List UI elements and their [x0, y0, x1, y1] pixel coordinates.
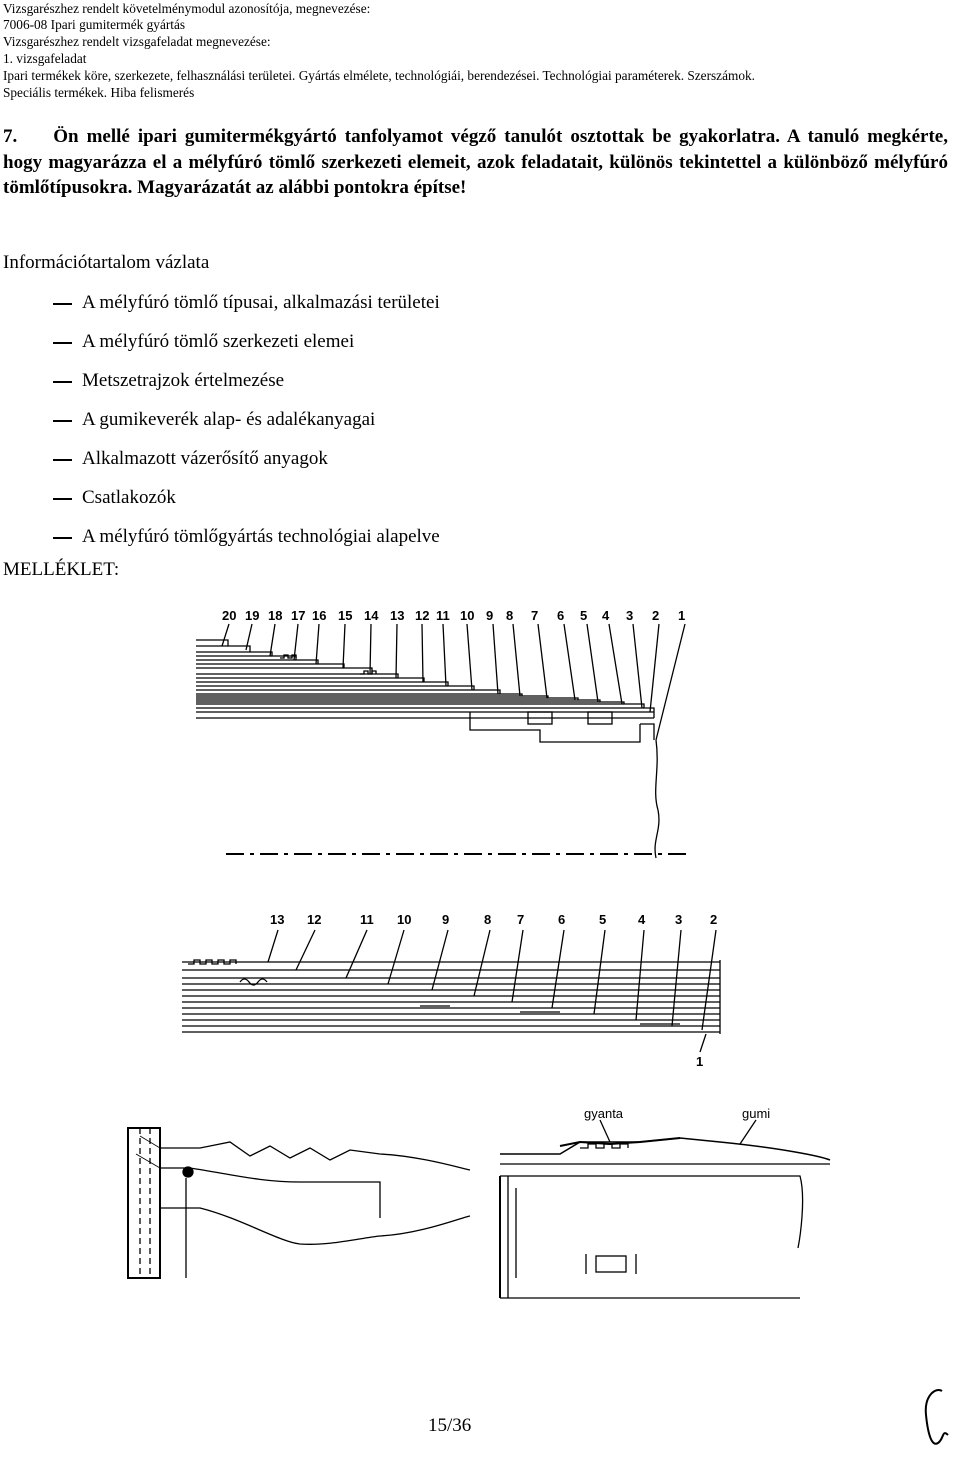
- fig1-label: 16: [312, 608, 327, 623]
- header-module-name: 7006-08 Ipari gumitermék gyártás: [3, 17, 186, 32]
- fig1-label: 14: [364, 608, 379, 623]
- bullet-dash: [53, 498, 72, 500]
- fig1-label: 9: [486, 608, 494, 623]
- hose-layers-figure-2: [0, 902, 960, 1082]
- fig2-label: 12: [307, 912, 322, 927]
- bullet-dash: [53, 342, 72, 344]
- fig1-label: 17: [291, 608, 306, 623]
- fig1-label: 19: [245, 608, 260, 623]
- bullet-dash: [53, 537, 72, 539]
- fig2-label: 11: [360, 912, 374, 927]
- annex-title: MELLÉKLET:: [3, 559, 120, 580]
- task-text: Ön mellé ipari gumitermékgyártó tanfolyamot végző tanulót osztottak be gyakorlatra. A tanuló megkérte, hogy magyarázza el a mélyfúró tömlő szerkezeti elemeit, azok feladatait, különös tekintettel a különböző mélyfúró tömlőtípusokra. Magyarázatát az alábbi pontokra építse!: [3, 126, 948, 198]
- fig2-label: 8: [484, 912, 492, 927]
- bullet-dash: [53, 381, 72, 383]
- info-item: A mélyfúró tömlő típusai, alkalmazási területei: [82, 292, 440, 313]
- rubber-label: gumi: [742, 1106, 771, 1121]
- fig2-label: 5: [599, 912, 607, 927]
- fig1-label: 10: [460, 608, 475, 623]
- task-number: 7.: [3, 126, 18, 147]
- info-item: Csatlakozók: [82, 487, 176, 508]
- info-item: A gumikeverék alap- és adalékanyagai: [82, 409, 376, 430]
- fig2-label: 13: [270, 912, 285, 927]
- info-item: A mélyfúró tömlő szerkezeti elemei: [82, 331, 355, 352]
- info-item: Metszetrajzok értelmezése: [82, 370, 285, 391]
- fig1-label: 20: [222, 608, 237, 623]
- header-task-name: 1. vizsgafeladat: [3, 51, 87, 66]
- fig1-label: 6: [557, 608, 565, 623]
- header-module-label: Vizsgarészhez rendelt követelménymodul azonosítója, megnevezése:: [3, 1, 371, 16]
- fig2-label: 4: [638, 912, 646, 927]
- signature-mark: [918, 1385, 954, 1451]
- bullet-dash: [53, 459, 72, 461]
- fig1-label: 5: [580, 608, 588, 623]
- fig2-label: 9: [442, 912, 450, 927]
- bullet-dash: [53, 303, 72, 305]
- fig2-label: 7: [517, 912, 525, 927]
- header-topics: Ipari termékek köre, szerkezete, felhasználási területei. Gyártás elmélete, technológiái, berendezései. Technológiai paraméterek. Szerszámok.: [3, 68, 755, 83]
- task-paragraph: [3, 124, 948, 201]
- info-title: Információtartalom vázlata: [3, 252, 210, 273]
- fig1-label: 7: [531, 608, 539, 623]
- fig1-label: 3: [626, 608, 634, 623]
- fig1-label: 4: [602, 608, 610, 623]
- header-topics-cont: Speciális termékek. Hiba felismerés: [3, 85, 195, 100]
- fig1-label: 12: [415, 608, 430, 623]
- hose-layers-figure-1: [0, 600, 960, 870]
- fig2-label: 3: [675, 912, 683, 927]
- fig1-label: 8: [506, 608, 514, 623]
- fig1-label: 13: [390, 608, 405, 623]
- fig2-label: 10: [397, 912, 412, 927]
- info-item: A mélyfúró tömlőgyártás technológiai alapelve: [82, 526, 440, 547]
- fig2-bottom-label: 1: [696, 1054, 704, 1069]
- fig2-label: 6: [558, 912, 566, 927]
- fig1-label: 2: [652, 608, 660, 623]
- bullet-dash: [53, 420, 72, 422]
- fig2-label: 2: [710, 912, 718, 927]
- couplings-figure: [0, 1098, 960, 1308]
- fig1-label: 15: [338, 608, 353, 623]
- fig1-label: 1: [678, 608, 686, 623]
- resin-label: gyanta: [584, 1106, 624, 1121]
- fig1-label: 18: [268, 608, 283, 623]
- info-item: Alkalmazott vázerősítő anyagok: [82, 448, 328, 469]
- header-task-label: Vizsgarészhez rendelt vizsgafeladat megnevezése:: [3, 34, 271, 49]
- page-number: 15/36: [428, 1415, 472, 1436]
- fig1-label: 11: [436, 608, 450, 623]
